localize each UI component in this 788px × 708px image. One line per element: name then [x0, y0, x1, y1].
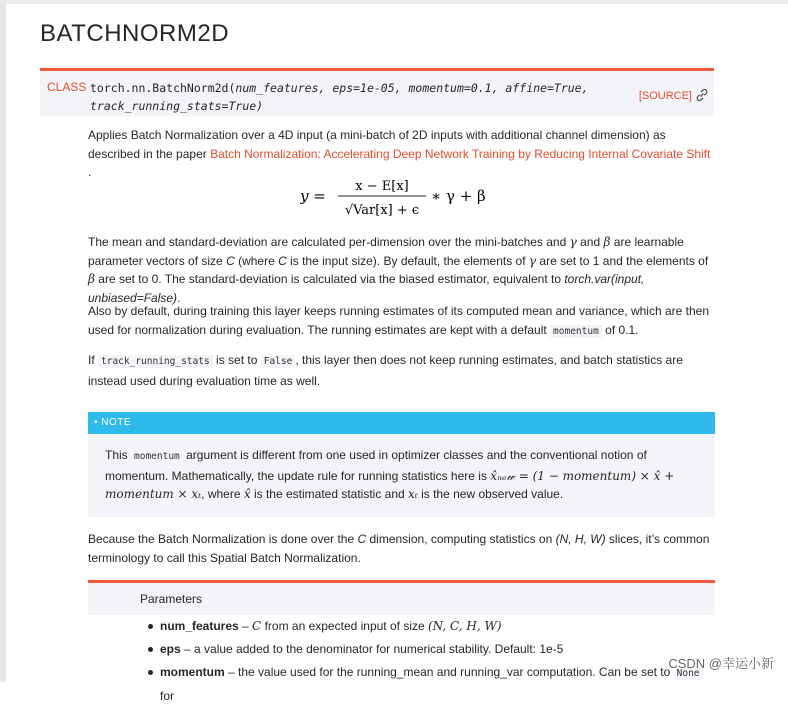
- param-item: num_features – C from an expected input of size (N, C, H, W): [160, 615, 715, 638]
- class-signature: [40, 68, 714, 116]
- momentum-code: momentum: [550, 325, 602, 338]
- signature-arg: num_features: [235, 81, 319, 95]
- note-body: This momentum argument is different from one used in optimizer classes and the conventional notion of momentum. Mathematically, the update rule for running statistics here is x̂ₙₑ𝓌 = (1 − momentum) × x̂ + momentum × xₜ, where x̂ is the estimated statistic and xₜ is the new observed value.: [105, 448, 675, 501]
- running-estimates-paragraph: Also by default, during training this layer keeps running estimates of its computed mean and variance, which are then used for normalization during evaluation. The running estimates are kept with a default momentum of 0.1.: [88, 304, 710, 337]
- update-rule-math: x̂ₙₑ𝓌 = (1 − momentum) × x̂ + momentum × xₜ: [105, 468, 675, 501]
- batchnorm-formula: [300, 172, 540, 222]
- para1-end: .: [88, 165, 92, 179]
- track-stats-paragraph: If track_running_stats is set to False , this layer then does not keep running estimates, and batch statistics are instead used during evaluation time as well.: [88, 353, 683, 388]
- top-border: [0, 0, 788, 4]
- signature-rest: , eps=1e-05, momentum=0.1, affine=True,: [318, 81, 589, 95]
- class-label: CLASS: [47, 80, 87, 94]
- watermark: CSDN @幸运小新: [668, 656, 774, 671]
- formula-denominator: √Var[x] + ϵ: [344, 203, 420, 218]
- note-box: [88, 412, 715, 517]
- false-code: False: [261, 355, 296, 368]
- permalink-icon[interactable]: [694, 87, 710, 103]
- formula-lhs: y =: [300, 187, 326, 205]
- parameters-header: Parameters: [88, 583, 715, 615]
- track-running-stats-code: track_running_stats: [98, 355, 213, 368]
- left-border: [0, 0, 6, 682]
- note-header: • NOTE: [88, 412, 715, 434]
- paper-link[interactable]: Batch Normalization: Accelerating Deep Network Training by Reducing Internal Covariate Shift: [210, 146, 711, 161]
- formula-rhs: ∗ γ + β: [431, 187, 486, 205]
- signature-line2: track_running_stats=True): [90, 99, 264, 113]
- param-item: eps – a value added to the denominator for numerical stability. Default: 1e-5: [160, 638, 715, 661]
- para1-text: Applies Batch Normalization over a 4D input (a mini-batch of 2D inputs with additional channel dimension) as described in the paper: [88, 128, 666, 161]
- source-link[interactable]: [SOURCE]: [638, 90, 692, 102]
- parameters-list: [88, 615, 715, 708]
- spatial-paragraph: Because the Batch Normalization is done over the C dimension, computing statistics on (N, H, W) slices, it’s common terminology to call this Spatial Batch Normalization.: [88, 532, 710, 565]
- mean-std-paragraph: The mean and standard-deviation are calculated per-dimension over the mini-batches and γ and β are learnable parameter vectors of size C (where C is the input size). By default, the elements of γ are set to 1 and the elements of β are set to 0. The standard-deviation is calculated via the biased estimator, equivalent to torch.var(input, unbiased=False).: [88, 235, 709, 305]
- formula-numerator: x − E[x]: [355, 179, 409, 194]
- signature-name: torch.nn.BatchNorm2d(: [90, 81, 236, 95]
- signature-code: [90, 79, 610, 115]
- page-title: BATCHNORM2D: [40, 20, 230, 47]
- param-item: momentum – the value used for the running_mean and running_var computation. Can be set to None for: [160, 661, 715, 708]
- parameters-section: [88, 580, 715, 703]
